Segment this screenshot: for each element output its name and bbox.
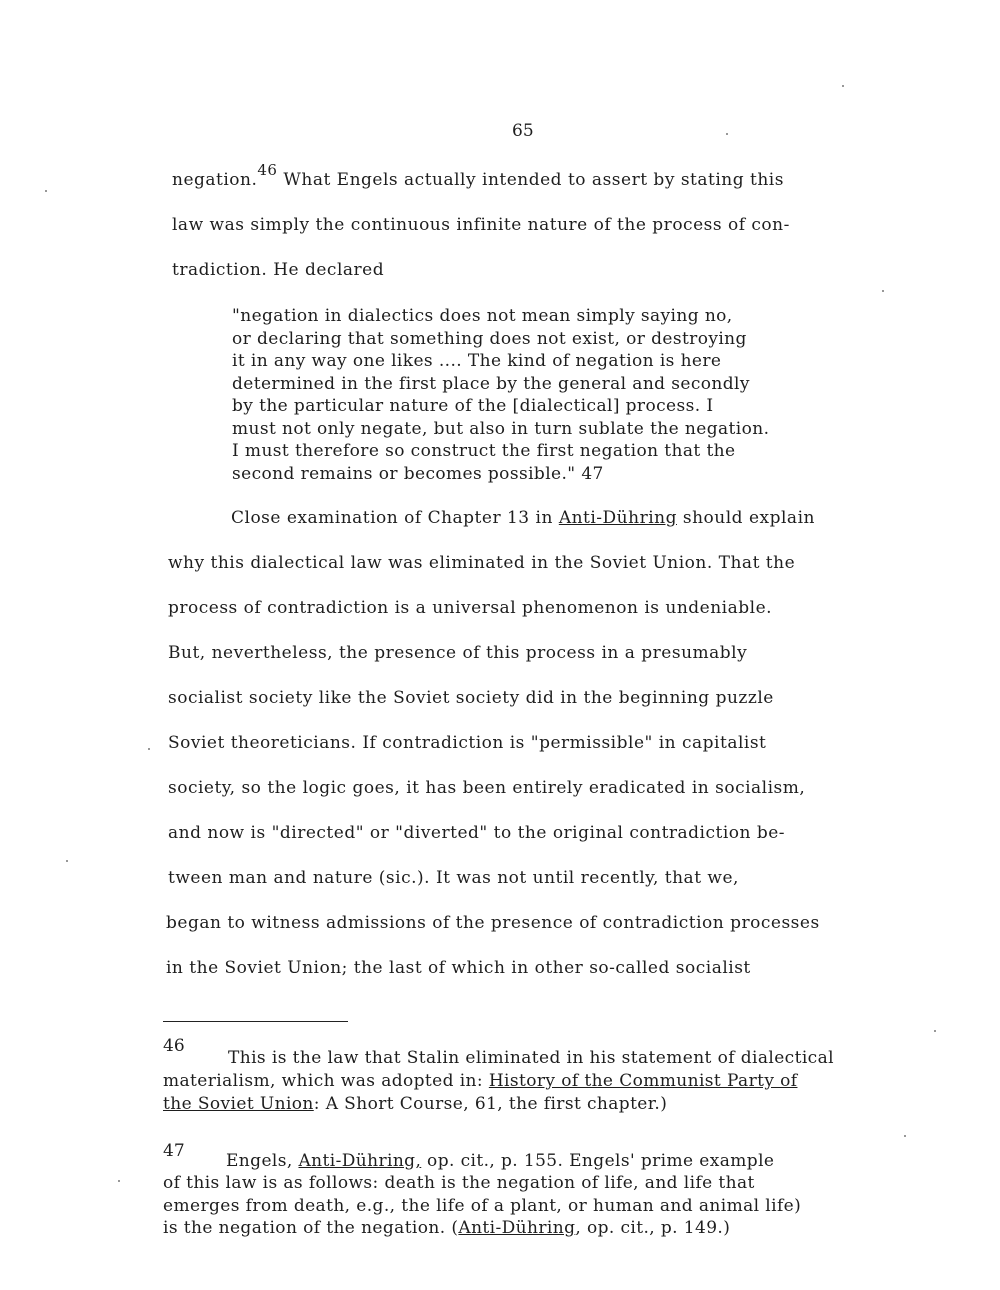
footnote-46-line xyxy=(163,1094,667,1114)
scan-speck xyxy=(882,290,884,292)
body-line: tween man and nature (sic.). It was not until recently, that we, xyxy=(168,868,739,888)
quote-line: determined in the first place by the general and secondly xyxy=(232,374,750,394)
quote-line: it in any way one likes .... The kind of negation is here xyxy=(232,351,722,371)
body-line: and now is "directed" or "diverted" to the original contradiction be- xyxy=(168,823,786,843)
footnote-text: : A Short Course, 61, the first chapter.) xyxy=(313,1094,668,1114)
scan-speck xyxy=(726,133,728,135)
footnote-47-line xyxy=(163,1218,730,1238)
footnote-text: is the negation of the negation. ( xyxy=(163,1218,459,1238)
footnote-number-46: 46 xyxy=(163,1036,185,1056)
body-line-3: tradiction. He declared xyxy=(172,260,385,280)
scan-speck xyxy=(842,85,844,87)
body-line: society, so the logic goes, it has been entirely eradicated in socialism, xyxy=(168,778,806,798)
footnote-text: materialism, which was adopted in: xyxy=(163,1071,489,1091)
title-reference: Anti-Dühring, xyxy=(298,1151,422,1171)
footnote-text: Engels, xyxy=(226,1151,299,1171)
title-reference: Anti-Dühring xyxy=(458,1218,576,1238)
body-line: socialist society like the Soviet society did in the beginning puzzle xyxy=(168,688,774,708)
body-line: began to witness admissions of the presence of contradiction processes xyxy=(166,913,820,933)
title-reference: History of the Communist Party of xyxy=(488,1071,798,1091)
quote-line: I must therefore so construct the first negation that the xyxy=(232,441,736,461)
body-text: should explain xyxy=(676,508,815,528)
body-line: Soviet theoreticians. If contradiction is "permissible" in capitalist xyxy=(168,733,767,753)
footnote-ref-46: 46 xyxy=(257,161,278,179)
body-line: But, nevertheless, the presence of this process in a presumably xyxy=(168,643,748,663)
title-reference: the Soviet Union xyxy=(163,1094,314,1114)
title-reference: Anti-Dühring xyxy=(558,508,677,528)
footnote-divider xyxy=(163,1021,348,1022)
footnote-number-47: 47 xyxy=(163,1141,185,1161)
scan-speck xyxy=(904,1135,906,1137)
scan-speck xyxy=(66,860,68,862)
quote-line: must not only negate, but also in turn sublate the negation. xyxy=(232,419,770,439)
footnote-47-line: of this law is as follows: death is the negation of life, and life that xyxy=(163,1173,755,1193)
quote-line: by the particular nature of the [dialectical] process. I xyxy=(232,396,714,416)
body-line: why this dialectical law was eliminated in the Soviet Union. That the xyxy=(168,553,796,573)
body-line-2: law was simply the continuous infinite nature of the process of con- xyxy=(172,215,790,235)
scan-speck xyxy=(934,1030,936,1032)
body-line: in the Soviet Union; the last of which in other so-called socialist xyxy=(166,958,751,978)
body-word: negation. xyxy=(172,170,258,190)
scan-speck xyxy=(148,748,150,750)
body-line-4 xyxy=(231,508,815,528)
page-number: 65 xyxy=(512,121,534,141)
footnote-text: , op. cit., p. 149.) xyxy=(575,1218,731,1238)
quote-line: "negation in dialectics does not mean simply saying no, xyxy=(232,306,733,326)
body-text: What Engels actually intended to assert by stating this xyxy=(283,170,784,190)
body-line-1 xyxy=(172,161,784,190)
footnote-text: op. cit., p. 155. Engels' prime example xyxy=(421,1151,775,1171)
footnote-46-line xyxy=(163,1071,797,1091)
quote-line: second remains or becomes possible." 47 xyxy=(232,464,604,484)
scan-speck xyxy=(118,1180,120,1182)
body-text: Close examination of Chapter 13 in xyxy=(231,508,559,528)
scan-speck xyxy=(45,190,47,192)
footnote-47-line: emerges from death, e.g., the life of a plant, or human and animal life) xyxy=(163,1196,802,1216)
footnote-46-line: This is the law that Stalin eliminated in his statement of dialectical xyxy=(228,1048,834,1068)
body-line: process of contradiction is a universal phenomenon is undeniable. xyxy=(168,598,773,618)
quote-line: or declaring that something does not exist, or destroying xyxy=(232,329,747,349)
footnote-47-line xyxy=(226,1151,774,1171)
